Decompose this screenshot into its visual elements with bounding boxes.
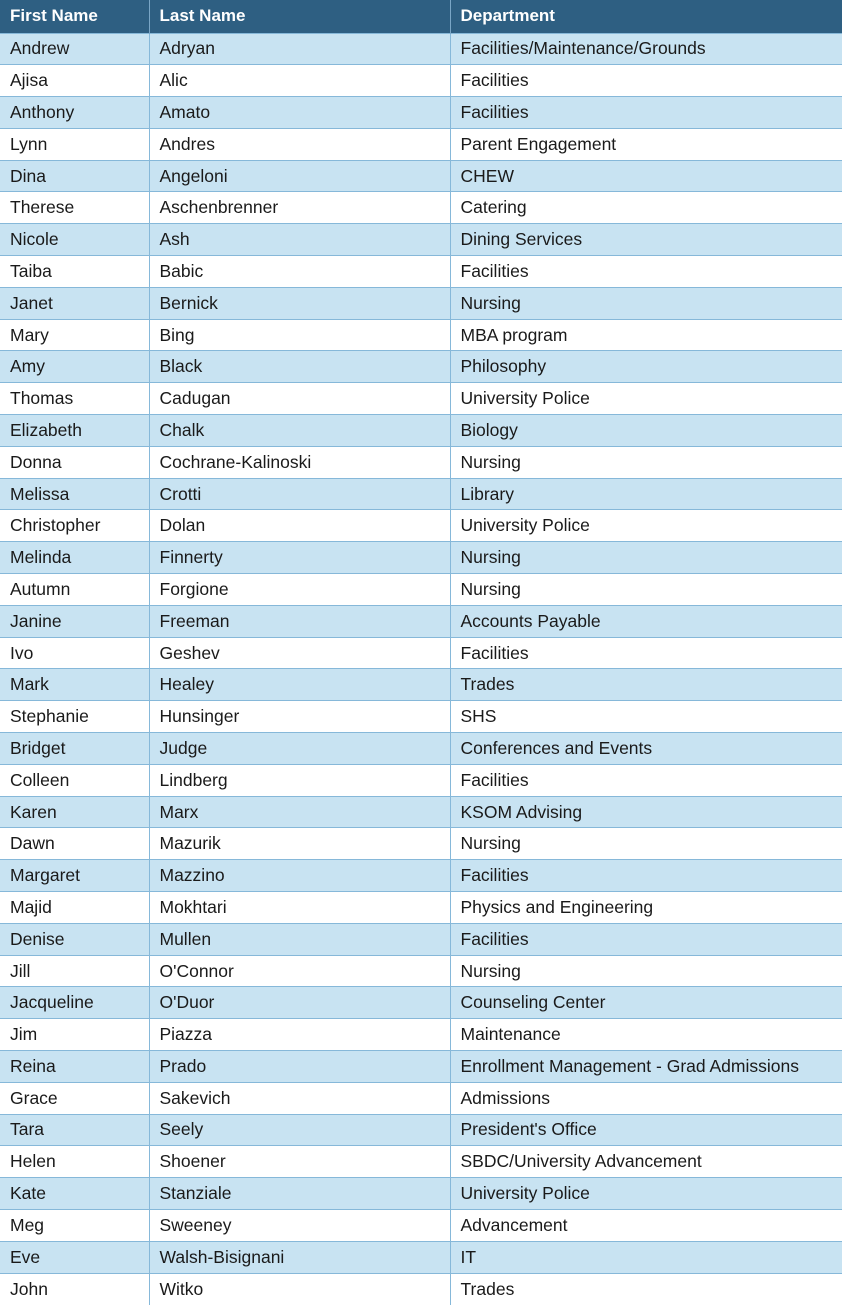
first-name-cell: Ajisa bbox=[0, 65, 149, 97]
column-header-first-name[interactable]: First Name bbox=[0, 0, 149, 33]
last-name-cell: Mullen bbox=[149, 923, 450, 955]
first-name-cell: Mary bbox=[0, 319, 149, 351]
first-name-cell: Amy bbox=[0, 351, 149, 383]
first-name-cell: Margaret bbox=[0, 860, 149, 892]
first-name-cell: Autumn bbox=[0, 574, 149, 606]
first-name-cell: Dina bbox=[0, 160, 149, 192]
table-row bbox=[0, 1051, 842, 1083]
table-row bbox=[0, 1082, 842, 1114]
first-name-cell: Jill bbox=[0, 955, 149, 987]
department-cell: Facilities/Maintenance/Grounds bbox=[450, 33, 842, 65]
first-name-cell: Taiba bbox=[0, 256, 149, 288]
table-row bbox=[0, 1114, 842, 1146]
first-name-cell: Mark bbox=[0, 669, 149, 701]
department-cell: Trades bbox=[450, 669, 842, 701]
table-row bbox=[0, 446, 842, 478]
last-name-cell: Cadugan bbox=[149, 383, 450, 415]
last-name-cell: Black bbox=[149, 351, 450, 383]
department-cell: CHEW bbox=[450, 160, 842, 192]
last-name-cell: O'Connor bbox=[149, 955, 450, 987]
department-cell: Dining Services bbox=[450, 224, 842, 256]
table-row bbox=[0, 351, 842, 383]
table-row bbox=[0, 542, 842, 574]
department-cell: Facilities bbox=[450, 764, 842, 796]
last-name-cell: Dolan bbox=[149, 510, 450, 542]
last-name-cell: Andres bbox=[149, 128, 450, 160]
first-name-cell: Christopher bbox=[0, 510, 149, 542]
last-name-cell: Amato bbox=[149, 97, 450, 129]
last-name-cell: Mokhtari bbox=[149, 892, 450, 924]
department-cell: University Police bbox=[450, 510, 842, 542]
last-name-cell: Walsh-Bisignani bbox=[149, 1241, 450, 1273]
department-cell: Facilities bbox=[450, 637, 842, 669]
first-name-cell: Majid bbox=[0, 892, 149, 924]
last-name-cell: Babic bbox=[149, 256, 450, 288]
department-cell: Facilities bbox=[450, 256, 842, 288]
table-row bbox=[0, 192, 842, 224]
column-header-department[interactable]: Department bbox=[450, 0, 842, 33]
department-cell: Nursing bbox=[450, 446, 842, 478]
department-cell: Biology bbox=[450, 415, 842, 447]
table-row bbox=[0, 256, 842, 288]
table-row bbox=[0, 955, 842, 987]
first-name-cell: Grace bbox=[0, 1082, 149, 1114]
department-cell: Facilities bbox=[450, 860, 842, 892]
department-cell: Admissions bbox=[450, 1082, 842, 1114]
first-name-cell: Thomas bbox=[0, 383, 149, 415]
last-name-cell: Crotti bbox=[149, 478, 450, 510]
department-cell: Nursing bbox=[450, 287, 842, 319]
department-cell: SBDC/University Advancement bbox=[450, 1146, 842, 1178]
last-name-cell: Seely bbox=[149, 1114, 450, 1146]
table-row bbox=[0, 764, 842, 796]
table-row bbox=[0, 605, 842, 637]
last-name-cell: Chalk bbox=[149, 415, 450, 447]
first-name-cell: Nicole bbox=[0, 224, 149, 256]
table-row bbox=[0, 319, 842, 351]
last-name-cell: Marx bbox=[149, 796, 450, 828]
first-name-cell: Elizabeth bbox=[0, 415, 149, 447]
column-header-last-name[interactable]: Last Name bbox=[149, 0, 450, 33]
last-name-cell: Adryan bbox=[149, 33, 450, 65]
table-row bbox=[0, 224, 842, 256]
department-cell: Trades bbox=[450, 1273, 842, 1305]
last-name-cell: Sakevich bbox=[149, 1082, 450, 1114]
first-name-cell: Andrew bbox=[0, 33, 149, 65]
last-name-cell: Lindberg bbox=[149, 764, 450, 796]
department-cell: Counseling Center bbox=[450, 987, 842, 1019]
last-name-cell: Judge bbox=[149, 733, 450, 765]
first-name-cell: Stephanie bbox=[0, 701, 149, 733]
last-name-cell: Sweeney bbox=[149, 1209, 450, 1241]
last-name-cell: Mazurik bbox=[149, 828, 450, 860]
first-name-cell: Eve bbox=[0, 1241, 149, 1273]
table-row bbox=[0, 1146, 842, 1178]
first-name-cell: Melinda bbox=[0, 542, 149, 574]
first-name-cell: Melissa bbox=[0, 478, 149, 510]
first-name-cell: Karen bbox=[0, 796, 149, 828]
last-name-cell: Geshev bbox=[149, 637, 450, 669]
first-name-cell: Reina bbox=[0, 1051, 149, 1083]
first-name-cell: Dawn bbox=[0, 828, 149, 860]
first-name-cell: Therese bbox=[0, 192, 149, 224]
department-cell: Nursing bbox=[450, 542, 842, 574]
last-name-cell: Stanziale bbox=[149, 1178, 450, 1210]
last-name-cell: O'Duor bbox=[149, 987, 450, 1019]
last-name-cell: Freeman bbox=[149, 605, 450, 637]
first-name-cell: Jim bbox=[0, 1019, 149, 1051]
department-cell: Facilities bbox=[450, 97, 842, 129]
table-row bbox=[0, 574, 842, 606]
table-row bbox=[0, 987, 842, 1019]
department-cell: Library bbox=[450, 478, 842, 510]
department-cell: SHS bbox=[450, 701, 842, 733]
table-row bbox=[0, 637, 842, 669]
table-row bbox=[0, 828, 842, 860]
last-name-cell: Alic bbox=[149, 65, 450, 97]
department-cell: Maintenance bbox=[450, 1019, 842, 1051]
table-row bbox=[0, 892, 842, 924]
first-name-cell: Janine bbox=[0, 605, 149, 637]
table-row bbox=[0, 923, 842, 955]
first-name-cell: Anthony bbox=[0, 97, 149, 129]
table-row bbox=[0, 701, 842, 733]
first-name-cell: John bbox=[0, 1273, 149, 1305]
last-name-cell: Prado bbox=[149, 1051, 450, 1083]
last-name-cell: Cochrane-Kalinoski bbox=[149, 446, 450, 478]
department-cell: Accounts Payable bbox=[450, 605, 842, 637]
last-name-cell: Healey bbox=[149, 669, 450, 701]
department-cell: Catering bbox=[450, 192, 842, 224]
first-name-cell: Colleen bbox=[0, 764, 149, 796]
department-cell: University Police bbox=[450, 1178, 842, 1210]
table-row bbox=[0, 1019, 842, 1051]
last-name-cell: Bernick bbox=[149, 287, 450, 319]
first-name-cell: Bridget bbox=[0, 733, 149, 765]
department-cell: Advancement bbox=[450, 1209, 842, 1241]
table-row bbox=[0, 1241, 842, 1273]
last-name-cell: Forgione bbox=[149, 574, 450, 606]
department-cell: Physics and Engineering bbox=[450, 892, 842, 924]
last-name-cell: Piazza bbox=[149, 1019, 450, 1051]
table-row bbox=[0, 860, 842, 892]
department-cell: Nursing bbox=[450, 955, 842, 987]
table-body bbox=[0, 33, 842, 1305]
table-row bbox=[0, 97, 842, 129]
department-cell: Philosophy bbox=[450, 351, 842, 383]
table-row bbox=[0, 478, 842, 510]
first-name-cell: Denise bbox=[0, 923, 149, 955]
table-row bbox=[0, 383, 842, 415]
table-header bbox=[0, 0, 842, 33]
last-name-cell: Finnerty bbox=[149, 542, 450, 574]
header-row bbox=[0, 0, 842, 33]
first-name-cell: Meg bbox=[0, 1209, 149, 1241]
table-row bbox=[0, 33, 842, 65]
first-name-cell: Ivo bbox=[0, 637, 149, 669]
last-name-cell: Witko bbox=[149, 1273, 450, 1305]
table-row bbox=[0, 65, 842, 97]
last-name-cell: Bing bbox=[149, 319, 450, 351]
department-cell: Facilities bbox=[450, 65, 842, 97]
last-name-cell: Aschenbrenner bbox=[149, 192, 450, 224]
table-row bbox=[0, 415, 842, 447]
first-name-cell: Helen bbox=[0, 1146, 149, 1178]
department-cell: University Police bbox=[450, 383, 842, 415]
last-name-cell: Angeloni bbox=[149, 160, 450, 192]
department-cell: MBA program bbox=[450, 319, 842, 351]
last-name-cell: Shoener bbox=[149, 1146, 450, 1178]
department-cell: Enrollment Management - Grad Admissions bbox=[450, 1051, 842, 1083]
table-row bbox=[0, 160, 842, 192]
first-name-cell: Kate bbox=[0, 1178, 149, 1210]
first-name-cell: Jacqueline bbox=[0, 987, 149, 1019]
table-row bbox=[0, 287, 842, 319]
table-row bbox=[0, 1209, 842, 1241]
first-name-cell: Lynn bbox=[0, 128, 149, 160]
table-row bbox=[0, 1273, 842, 1305]
table-row bbox=[0, 733, 842, 765]
department-cell: KSOM Advising bbox=[450, 796, 842, 828]
department-cell: Parent Engagement bbox=[450, 128, 842, 160]
table-row bbox=[0, 128, 842, 160]
department-cell: President's Office bbox=[450, 1114, 842, 1146]
table-row bbox=[0, 510, 842, 542]
department-cell: IT bbox=[450, 1241, 842, 1273]
department-cell: Nursing bbox=[450, 574, 842, 606]
department-cell: Conferences and Events bbox=[450, 733, 842, 765]
last-name-cell: Hunsinger bbox=[149, 701, 450, 733]
department-cell: Nursing bbox=[450, 828, 842, 860]
table-row bbox=[0, 1178, 842, 1210]
first-name-cell: Tara bbox=[0, 1114, 149, 1146]
first-name-cell: Donna bbox=[0, 446, 149, 478]
department-cell: Facilities bbox=[450, 923, 842, 955]
table-row bbox=[0, 796, 842, 828]
last-name-cell: Mazzino bbox=[149, 860, 450, 892]
first-name-cell: Janet bbox=[0, 287, 149, 319]
last-name-cell: Ash bbox=[149, 224, 450, 256]
table-row bbox=[0, 669, 842, 701]
